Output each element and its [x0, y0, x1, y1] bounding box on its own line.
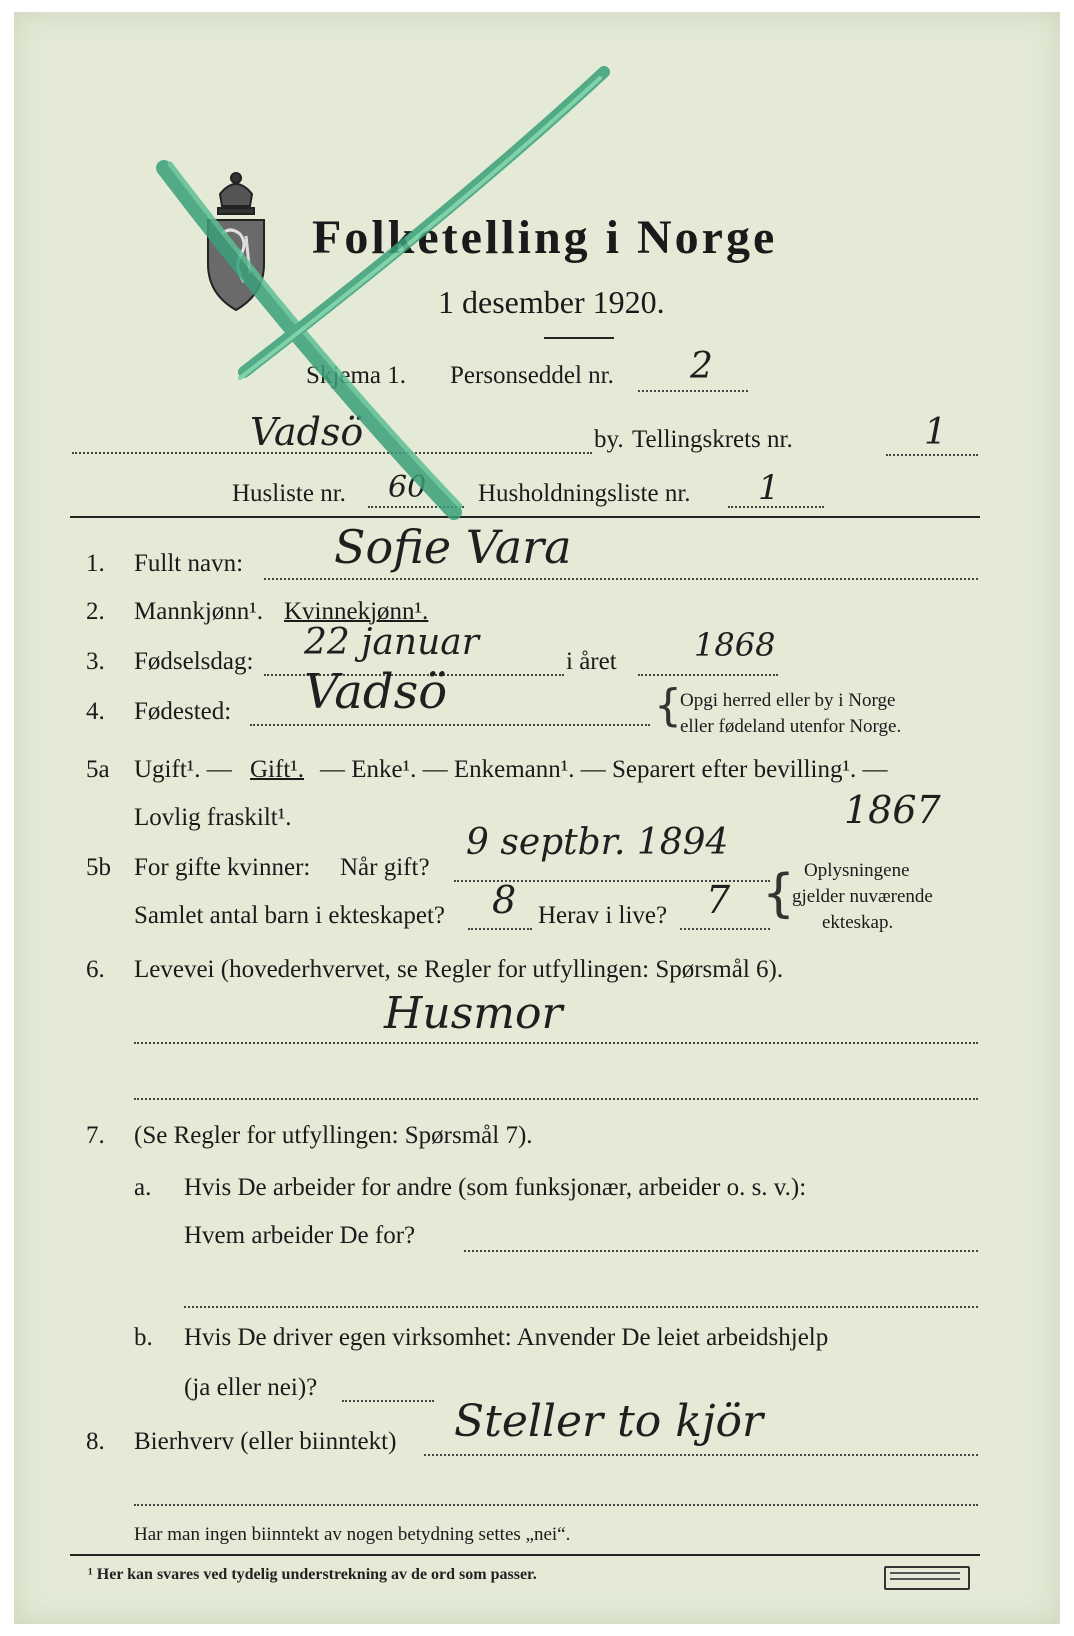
q7b-line2: (ja eller nei)? — [184, 1374, 318, 1401]
q6-occupation-value: Husmor — [384, 988, 563, 1039]
schema-label: Skjema 1. — [306, 362, 406, 389]
q8-label: Bierhverv (eller biinntekt) — [134, 1428, 397, 1455]
q5b-note-line1: Oplysningene — [804, 860, 910, 881]
q4-number: 4. — [86, 698, 105, 725]
q2-male: Mannkjønn¹. — [134, 598, 264, 625]
q5b-alive-value: 7 — [706, 878, 731, 922]
q6-label: Levevei (hovederhvervet, se Regler for utfyllingen: Spørsmål 6). — [134, 956, 784, 983]
census-date: 1 desember 1920. — [438, 284, 665, 320]
q3-year-label: i året — [566, 648, 617, 675]
q4-note-line1: Opgi herred eller by i Norge — [680, 690, 896, 711]
form-title: Folketelling i Norge — [312, 211, 778, 264]
q5a-ugift: Ugift¹. — — [134, 756, 232, 783]
personseddel-value: 2 — [690, 346, 713, 387]
q4-note-line2: eller fødeland utenfor Norge. — [680, 716, 902, 737]
tellingskrets-value: 1 — [924, 412, 947, 453]
q1-label: Fullt navn: — [134, 550, 244, 577]
husliste-label: Husliste nr. — [232, 480, 346, 507]
q5b-married-value: 9 septbr. 1894 — [466, 822, 729, 863]
q7b-number: b. — [134, 1324, 153, 1351]
q5b-label: For gifte kvinner: — [134, 854, 311, 881]
q7a-number: a. — [134, 1174, 152, 1201]
q5b-married-label: Når gift? — [340, 854, 430, 881]
q1-number: 1. — [86, 550, 105, 577]
husliste-value: 60 — [388, 470, 427, 505]
crayon-cross-mark — [144, 52, 644, 522]
q7-number: 7. — [86, 1122, 105, 1149]
q8-number: 8. — [86, 1428, 105, 1455]
q8-side-income-value: Steller to kjör — [454, 1396, 764, 1447]
q7a-line1: Hvis De arbeider for andre (som funksjonær, arbeider o. s. v.): — [184, 1174, 807, 1201]
husholdning-label: Husholdningsliste nr. — [478, 480, 691, 507]
footnote: ¹ Her kan svares ved tydelig understrekning av de ord som passer. — [88, 1566, 537, 1583]
side-income-note: Har man ingen biinntekt av nogen betydning settes „nei“. — [134, 1524, 571, 1545]
q7a-line2: Hvem arbeider De for? — [184, 1222, 416, 1249]
by-label: by. — [594, 426, 624, 453]
census-form: Folketelling i Norge 1 desember 1920. Skjema 1. Personseddel nr. 2 Vadsö by. Tellingskrets nr. 1 Husliste nr. 60 Husholdningsliste nr. 1 1. Fullt navn: Sofie Vara 2. Mannkjønn¹. Kvinnekjønn¹. 3. Fødselsdag: 22 januar i året 1868 4. Fødested: Vadsö { Opgi herred eller by i Norge eller fødeland utenfor Norge. 5a Ugift¹. — Gift¹. — Enke¹. — Enkemann¹. — Separert efter bevilling¹. — Lovlig fraskilt¹. 5b For gifte kvinner: Når gift? 9 septbr. 1894 1867 Samlet antal barn i ekteskapet? 8 Herav i live? 7 { Oplysningene gjelder nuværende ekteskap. 6. Levevei (hovederhvervet, se Regler for utfyllingen: Spørsmål 6). Husmor 7. (Se Regler for utfyllingen: Spørsmål 7). a. Hvis De arbeider for andre (som funksjonær, arbeider o. s. v.): Hvem arbeider De for? b. Hvis De driver egen virksomhet: Anvender De leiet arbeidshjelp (ja eller nei)? 8. Bierhverv (eller biinntekt) Steller to kjör Har man ingen biinntekt av nogen betydning settes „nei“. ¹ Her kan svares ved tydelig understrekning av de ord som passer. — [14, 12, 1060, 1624]
q5a-number: 5a — [86, 756, 110, 783]
q6-number: 6. — [86, 956, 105, 983]
q2-female-underlined: Kvinnekjønn¹. — [284, 598, 429, 625]
tellingskrets-label: Tellingskrets nr. — [632, 426, 793, 453]
q5b-note-line2: gjelder nuværende — [792, 886, 933, 907]
q5a-other-options: — Enke¹. — Enkemann¹. — Separert efter bevilling¹. — — [320, 756, 888, 783]
q4-label: Fødested: — [134, 698, 232, 725]
q5b-extra-value: 1867 — [844, 788, 941, 832]
q2-number: 2. — [86, 598, 105, 625]
q7b-line1: Hvis De driver egen virksomhet: Anvender De leiet arbeidshjelp — [184, 1324, 829, 1351]
husholdning-value: 1 — [758, 468, 780, 508]
personseddel-label: Personseddel nr. — [450, 362, 614, 389]
q5b-alive-label: Herav i live? — [538, 902, 668, 929]
q5b-children-label: Samlet antal barn i ekteskapet? — [134, 902, 445, 929]
q3-day-value: 22 januar — [304, 622, 479, 663]
footer-rule — [70, 1554, 980, 1556]
q3-number: 3. — [86, 648, 105, 675]
q5b-children-value: 8 — [492, 878, 517, 922]
q7-label: (Se Regler for utfyllingen: Spørsmål 7). — [134, 1122, 533, 1149]
q4-birthplace-value: Vadsö — [304, 664, 448, 720]
q1-full-name-value: Sofie Vara — [334, 520, 572, 574]
q3-year-value: 1868 — [694, 626, 776, 664]
q5b-number: 5b — [86, 854, 111, 881]
q5b-note-line3: ekteskap. — [822, 912, 894, 933]
printer-stamp — [884, 1566, 970, 1590]
city-value: Vadsö — [250, 410, 364, 454]
q5a-fraskilt: Lovlig fraskilt¹. — [134, 804, 292, 831]
q5a-gift-underlined: Gift¹. — [250, 756, 305, 783]
q3-label: Fødselsdag: — [134, 648, 254, 675]
